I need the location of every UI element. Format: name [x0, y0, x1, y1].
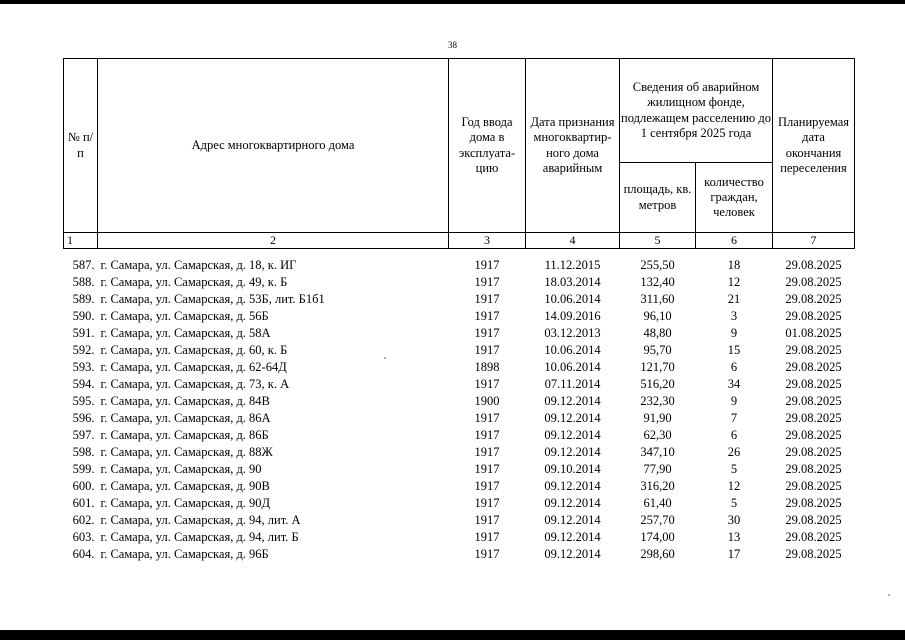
row-planned-date: 01.08.2025	[785, 326, 842, 340]
table-row	[64, 461, 855, 478]
row-people: 18	[727, 258, 741, 272]
row-year: 1917	[474, 428, 500, 442]
row-people: 26	[727, 445, 741, 459]
row-area: 77,90	[643, 462, 672, 476]
row-address: г. Самара, ул. Самарская, д. 62-64Д	[100, 360, 287, 374]
row-year: 1917	[474, 513, 500, 527]
row-date: 14.09.2016	[544, 309, 601, 323]
row-area: 257,70	[640, 513, 675, 527]
row-people: 7	[730, 411, 738, 425]
row-number: 588.	[72, 275, 95, 289]
row-year: 1917	[474, 530, 500, 544]
table-row	[64, 342, 855, 359]
row-planned-date: 29.08.2025	[785, 309, 842, 323]
row-area: 91,90	[643, 411, 672, 425]
row-people: 6	[730, 428, 738, 442]
row-number: 598.	[72, 445, 95, 459]
row-planned-date: 29.08.2025	[785, 445, 842, 459]
row-year: 1917	[474, 292, 500, 306]
row-people: 17	[727, 547, 741, 561]
resettlement-table	[63, 58, 855, 563]
row-year: 1917	[474, 496, 500, 510]
row-planned-date: 29.08.2025	[785, 479, 842, 493]
column-number: 7	[773, 233, 855, 249]
row-planned-date: 29.08.2025	[785, 275, 842, 289]
row-area: 48,80	[643, 326, 672, 340]
scan-speck	[384, 357, 386, 359]
header-date: Дата признания многоквартир-ного дома аварийным	[526, 59, 620, 233]
row-number: 597.	[72, 428, 95, 442]
row-year: 1917	[474, 275, 500, 289]
row-area: 232,30	[640, 394, 675, 408]
row-people: 12	[727, 479, 741, 493]
row-date: 09.12.2014	[544, 513, 601, 527]
table-body	[64, 249, 855, 564]
row-year: 1917	[474, 411, 500, 425]
row-address: г. Самара, ул. Самарская, д. 86Б	[100, 428, 269, 442]
row-year: 1917	[474, 258, 500, 272]
row-date: 09.12.2014	[544, 547, 601, 561]
row-date: 11.12.2015	[544, 258, 601, 272]
row-planned-date: 29.08.2025	[785, 547, 842, 561]
row-planned-date: 29.08.2025	[785, 428, 842, 442]
row-people: 13	[727, 530, 741, 544]
row-people: 5	[730, 462, 738, 476]
table-row	[64, 376, 855, 393]
row-planned-date: 29.08.2025	[785, 496, 842, 510]
row-people: 6	[730, 360, 738, 374]
row-address: г. Самара, ул. Самарская, д. 96Б	[100, 547, 269, 561]
row-year: 1917	[474, 377, 500, 391]
row-address: г. Самара, ул. Самарская, д. 49, к. Б	[100, 275, 288, 289]
row-area: 96,10	[643, 309, 672, 323]
row-address: г. Самара, ул. Самарская, д. 94, лит. А	[100, 513, 301, 527]
row-date: 10.06.2014	[544, 343, 601, 357]
row-date: 09.12.2014	[544, 530, 601, 544]
row-address: г. Самара, ул. Самарская, д. 73, к. А	[100, 377, 290, 391]
column-numbers-row	[64, 233, 855, 249]
table-row	[64, 427, 855, 444]
table-row	[64, 274, 855, 291]
row-planned-date: 29.08.2025	[785, 343, 842, 357]
header-planned: Планируемая дата окончания переселения	[773, 59, 855, 233]
row-number: 601.	[72, 496, 95, 510]
row-number: 595.	[72, 394, 95, 408]
row-year: 1917	[474, 462, 500, 476]
row-area: 516,20	[640, 377, 675, 391]
table-row	[64, 512, 855, 529]
row-number: 596.	[72, 411, 95, 425]
table-row	[64, 546, 855, 563]
row-planned-date: 29.08.2025	[785, 377, 842, 391]
row-date: 09.12.2014	[544, 394, 601, 408]
row-address: г. Самара, ул. Самарская, д. 84В	[100, 394, 270, 408]
row-year: 1898	[474, 360, 500, 374]
row-area: 174,00	[640, 530, 675, 544]
row-year: 1917	[474, 547, 500, 561]
column-number: 5	[620, 233, 696, 249]
row-number: 599.	[72, 462, 95, 476]
column-number: 4	[526, 233, 620, 249]
row-number: 603.	[72, 530, 95, 544]
row-address: г. Самара, ул. Самарская, д. 58А	[100, 326, 271, 340]
row-area: 132,40	[640, 275, 675, 289]
row-date: 09.12.2014	[544, 411, 601, 425]
column-number: 2	[98, 233, 449, 249]
row-date: 09.12.2014	[544, 479, 601, 493]
header-people: количество граждан, человек	[696, 163, 773, 233]
table-row	[64, 308, 855, 325]
row-date: 09.12.2014	[544, 445, 601, 459]
row-address: г. Самара, ул. Самарская, д. 90Д	[100, 496, 271, 510]
table-header	[64, 59, 855, 249]
row-number: 587.	[72, 258, 95, 272]
table-row	[64, 529, 855, 546]
column-number: 6	[696, 233, 773, 249]
row-address: г. Самара, ул. Самарская, д. 88Ж	[100, 445, 273, 459]
row-area: 347,10	[640, 445, 675, 459]
row-people: 21	[727, 292, 741, 306]
row-address: г. Самара, ул. Самарская, д. 90	[100, 462, 262, 476]
row-address: г. Самара, ул. Самарская, д. 56Б	[100, 309, 269, 323]
row-planned-date: 29.08.2025	[785, 292, 842, 306]
header-year: Год ввода дома в эксплуата-цию	[449, 59, 526, 233]
row-planned-date: 29.08.2025	[785, 530, 842, 544]
row-year: 1917	[474, 479, 500, 493]
table-row	[64, 393, 855, 410]
header-no: № п/п	[64, 59, 98, 233]
table-row	[64, 444, 855, 461]
row-people: 9	[730, 326, 738, 340]
column-number: 3	[449, 233, 526, 249]
row-people: 3	[730, 309, 738, 323]
header-address: Адрес многоквартирного дома	[98, 59, 449, 233]
table-row	[64, 257, 855, 274]
row-area: 255,50	[640, 258, 675, 272]
row-address: г. Самара, ул. Самарская, д. 60, к. Б	[100, 343, 288, 357]
table-row	[64, 291, 855, 308]
row-address: г. Самара, ул. Самарская, д. 18, к. ИГ	[100, 258, 297, 272]
row-area: 121,70	[640, 360, 675, 374]
row-address: г. Самара, ул. Самарская, д. 90В	[100, 479, 270, 493]
row-number: 602.	[72, 513, 95, 527]
header-area: площадь, кв. метров	[620, 163, 696, 233]
row-planned-date: 29.08.2025	[785, 513, 842, 527]
row-number: 594.	[72, 377, 95, 391]
row-area: 316,20	[640, 479, 675, 493]
row-planned-date: 29.08.2025	[785, 394, 842, 408]
scan-top-border	[0, 0, 905, 4]
row-address: г. Самара, ул. Самарская, д. 86А	[100, 411, 271, 425]
page-number: 38	[448, 40, 457, 50]
row-year: 1917	[474, 343, 500, 357]
table-row	[64, 410, 855, 427]
row-year: 1900	[474, 394, 500, 408]
row-address: г. Самара, ул. Самарская, д. 94, лит. Б	[100, 530, 299, 544]
row-number: 591.	[72, 326, 95, 340]
column-number: 1	[64, 233, 98, 249]
row-people: 9	[730, 394, 738, 408]
row-address: г. Самара, ул. Самарская, д. 53Б, лит. Б1б1	[100, 292, 325, 306]
row-number: 590.	[72, 309, 95, 323]
row-number: 604.	[72, 547, 95, 561]
row-area: 311,60	[640, 292, 675, 306]
row-planned-date: 29.08.2025	[785, 462, 842, 476]
row-planned-date: 29.08.2025	[785, 258, 842, 272]
row-date: 09.12.2014	[544, 428, 601, 442]
table-row	[64, 478, 855, 495]
row-number: 600.	[72, 479, 95, 493]
row-number: 593.	[72, 360, 95, 374]
table-row	[64, 495, 855, 512]
row-area: 95,70	[643, 343, 672, 357]
row-planned-date: 29.08.2025	[785, 411, 842, 425]
row-number: 589.	[72, 292, 95, 306]
row-date: 10.06.2014	[544, 292, 601, 306]
row-area: 298,60	[640, 547, 675, 561]
table-row	[64, 359, 855, 376]
row-planned-date: 29.08.2025	[785, 360, 842, 374]
row-year: 1917	[474, 445, 500, 459]
row-people: 34	[727, 377, 741, 391]
row-date: 09.12.2014	[544, 496, 601, 510]
row-area: 62,30	[643, 428, 672, 442]
row-area: 61,40	[643, 496, 672, 510]
row-date: 18.03.2014	[544, 275, 601, 289]
row-date: 10.06.2014	[544, 360, 601, 374]
row-number: 592.	[72, 343, 95, 357]
row-year: 1917	[474, 309, 500, 323]
row-people: 30	[727, 513, 741, 527]
row-people: 15	[727, 343, 741, 357]
table-row	[64, 325, 855, 342]
row-date: 07.11.2014	[544, 377, 601, 391]
scan-bottom-border	[0, 630, 905, 640]
row-date: 03.12.2013	[544, 326, 601, 340]
row-date: 09.10.2014	[544, 462, 601, 476]
header-info: Сведения об аварийном жилищном фонде, подлежащем расселению до 1 сентября 2025 года	[620, 59, 773, 163]
row-people: 5	[730, 496, 738, 510]
row-people: 12	[727, 275, 741, 289]
row-year: 1917	[474, 326, 500, 340]
scan-speck	[888, 594, 890, 596]
